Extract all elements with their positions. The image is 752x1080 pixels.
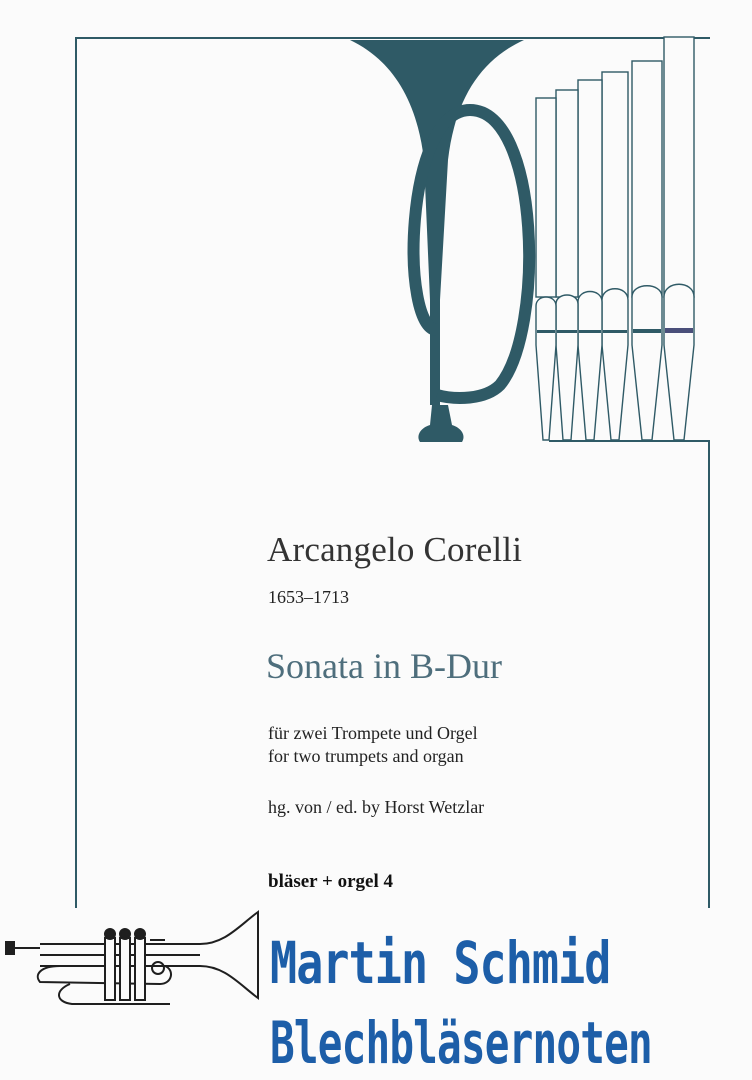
stamp-line-2: Blechbläsernoten [270,1010,652,1077]
instrumentation-german: für zwei Trompete und Orgel [268,723,478,743]
editor-credit: hg. von / ed. by Horst Wetzlar [268,797,485,817]
composer-name: Arcangelo Corelli [267,530,523,569]
series-label: bläser + orgel 4 [268,871,393,892]
work-title: Sonata in B-Dur [266,646,502,686]
instrumentation-english: for two trumpets and organ [268,746,464,766]
composer-dates: 1653–1713 [268,587,349,607]
stamp-line-1: Martin Schmid [270,930,611,997]
